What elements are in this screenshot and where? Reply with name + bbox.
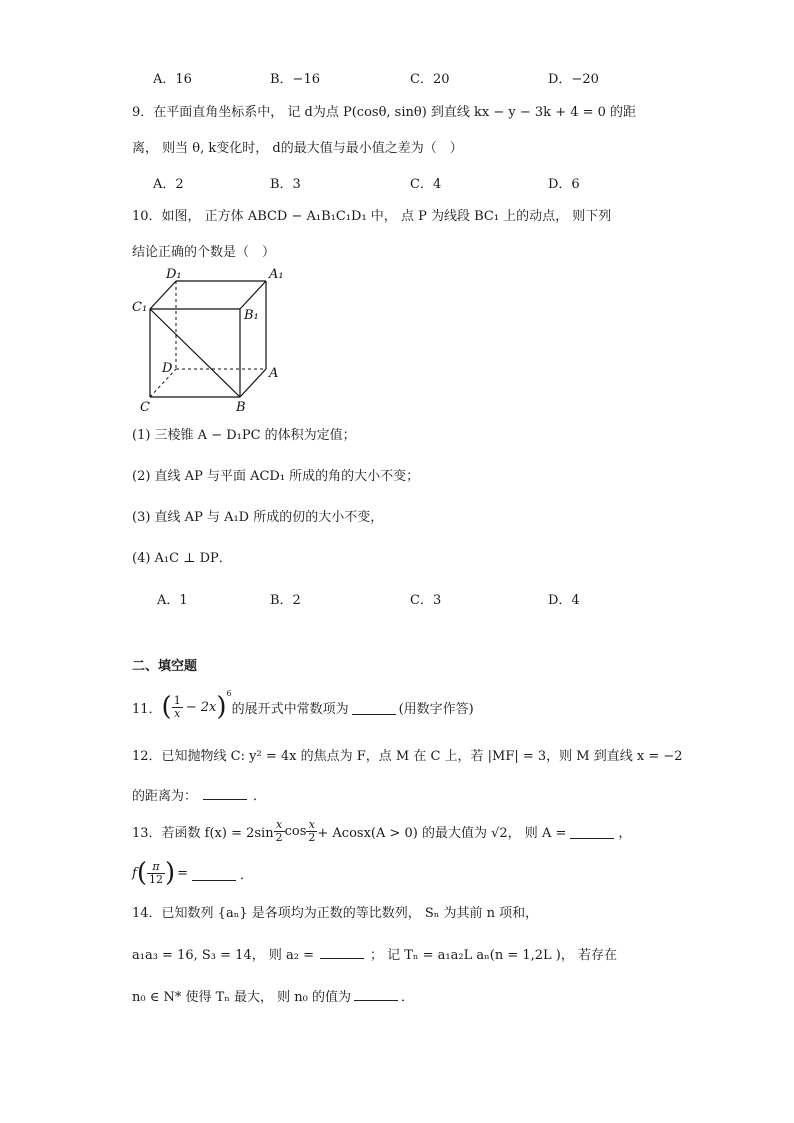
- q12-blank[interactable]: [203, 785, 247, 800]
- q11-left-paren: (: [161, 692, 172, 722]
- q13-blank-b[interactable]: [192, 866, 236, 881]
- label-a: A: [269, 366, 279, 381]
- q14-line-1: 14．已知数列 {aₙ} 是各项均为正数的等比数列， Sₙ 为其前 n 项和，: [132, 906, 539, 921]
- q13-blank-a[interactable]: [570, 824, 614, 839]
- q10-statement-3: (3) 直线 AP 与 A₁D 所成的仞的大小不变，: [132, 510, 384, 525]
- label-b1: B₁: [244, 308, 259, 323]
- q13-pi-num: π: [147, 861, 165, 874]
- q12-line-2: [132, 785, 266, 807]
- q10-option-d: D．4: [548, 593, 580, 608]
- q11-expr-tail: − 2x: [185, 699, 217, 715]
- label-c: C: [140, 400, 150, 415]
- q10-statement-4: (4) A₁C ⊥ DP．: [132, 551, 232, 566]
- q13-part-d: ，: [618, 825, 632, 841]
- q9-option-a: A．2: [153, 177, 184, 192]
- q12-line-1: 12．已知抛物线 C: y² = 4x 的焦点为 F，点 M 在 C 上，若 |MF| = 3，则 M 到直线 x = −2: [132, 749, 683, 764]
- q13-part-a: 13．若函数 f(x) = 2sin: [132, 825, 274, 841]
- segment-bc1: [150, 309, 240, 397]
- q13-frac-1-num: x: [274, 819, 285, 832]
- q13-left-paren: (: [136, 858, 147, 888]
- edge-b1-a1: [240, 281, 266, 309]
- q10-option-a: A．1: [157, 593, 188, 608]
- q11-frac-num: 1: [173, 693, 181, 707]
- q14-line-2-a: a₁a₃ = 16, S₃ = 14， 则 a₂ =: [132, 948, 314, 963]
- edge-b-a: [240, 369, 266, 397]
- q11-frac-den: x: [174, 706, 181, 720]
- q13-eq: =: [177, 865, 189, 881]
- q9-option-b: B．3: [270, 177, 301, 192]
- q11-power: 6: [226, 688, 232, 698]
- q10-statement-1: (1) 三棱锥 A − D₁PC 的体积为定值；: [132, 428, 356, 443]
- q9-line-2: 离， 则当 θ, k变化时， d的最大值与最小值之差为（ ）: [132, 141, 463, 156]
- q10-statement-2: (2) 直线 AP 与平面 ACD₁ 所成的角的大小不变；: [132, 469, 420, 484]
- q14-blank-b[interactable]: [354, 986, 398, 1001]
- q13-line-2: [132, 856, 253, 890]
- q13-line-2-end: ．: [240, 867, 254, 883]
- q9-option-d: D．6: [548, 177, 580, 192]
- q13-frac-2-den: 2: [308, 830, 316, 844]
- q13-right-paren: ): [164, 858, 176, 888]
- q9-option-c: C．4: [410, 177, 442, 192]
- edge-c1-d1: [150, 281, 176, 309]
- q8-option-d: D．−20: [548, 72, 599, 87]
- q13-f: f: [132, 865, 137, 881]
- q11: [132, 690, 474, 724]
- q13-frac-2-num: x: [306, 819, 317, 832]
- q8-option-a: A．16: [153, 72, 192, 87]
- q12-line-2-prefix: 的距离为：: [132, 789, 198, 804]
- q13-part-b: cos: [284, 823, 307, 839]
- q11-suffix: (用数字作答): [398, 701, 474, 717]
- label-c1: C₁: [132, 300, 148, 315]
- q13-part-c: + Acosx(A > 0) 的最大值为 √2， 则 A =: [317, 825, 567, 841]
- q11-number: 11．: [132, 701, 162, 717]
- q8-option-b: B．−16: [270, 72, 320, 87]
- q11-blank[interactable]: [352, 700, 396, 715]
- label-a1: A₁: [269, 267, 284, 282]
- q14-line-2-b: ； 记 Tₙ = a₁a₂L aₙ(n = 1,2L )， 若存在: [369, 948, 617, 963]
- q13-frac-1-den: 2: [275, 830, 283, 844]
- q11-fraction: [172, 695, 183, 720]
- q12-line-2-suffix: ．: [253, 789, 267, 804]
- q10-option-b: B．2: [270, 593, 301, 608]
- q13-frac-1: [274, 819, 285, 844]
- q10-option-c: C．3: [410, 593, 442, 608]
- q8-option-c: C．20: [410, 72, 450, 87]
- label-d1: D₁: [166, 267, 182, 282]
- q14-line-3-b: ．: [401, 990, 415, 1005]
- cube-figure: [128, 263, 298, 418]
- label-d: D: [162, 361, 173, 376]
- q9-line-1: 9．在平面直角坐标系中， 记 d为点 P(cosθ, sinθ) 到直线 kx − y − 3k + 4 = 0 的距: [132, 105, 637, 120]
- section-title-fill-in: 二、填空题: [132, 659, 198, 674]
- q13-pi-den: 12: [148, 872, 163, 886]
- q13-frac-2: [306, 819, 317, 844]
- label-b: B: [236, 400, 246, 415]
- q14-blank-a[interactable]: [320, 944, 364, 959]
- q13-pi-frac: [147, 861, 165, 886]
- q13-line-1: [132, 816, 631, 846]
- q14-line-3-a: n₀ ∈ N* 使得 Tₙ 最大， 则 n₀ 的值为: [132, 990, 352, 1005]
- q10-line-2: 结论正确的个数是（ ）: [132, 245, 276, 260]
- q11-text: 的展开式中常数项为: [231, 701, 349, 717]
- q11-right-paren: ): [216, 692, 227, 722]
- q14-line-2: [132, 944, 617, 966]
- q14-line-3: [132, 986, 414, 1008]
- q10-line-1: 10．如图， 正方体 ABCD − A₁B₁C₁D₁ 中， 点 P 为线段 BC₁ 上的动点， 则下列: [132, 209, 612, 224]
